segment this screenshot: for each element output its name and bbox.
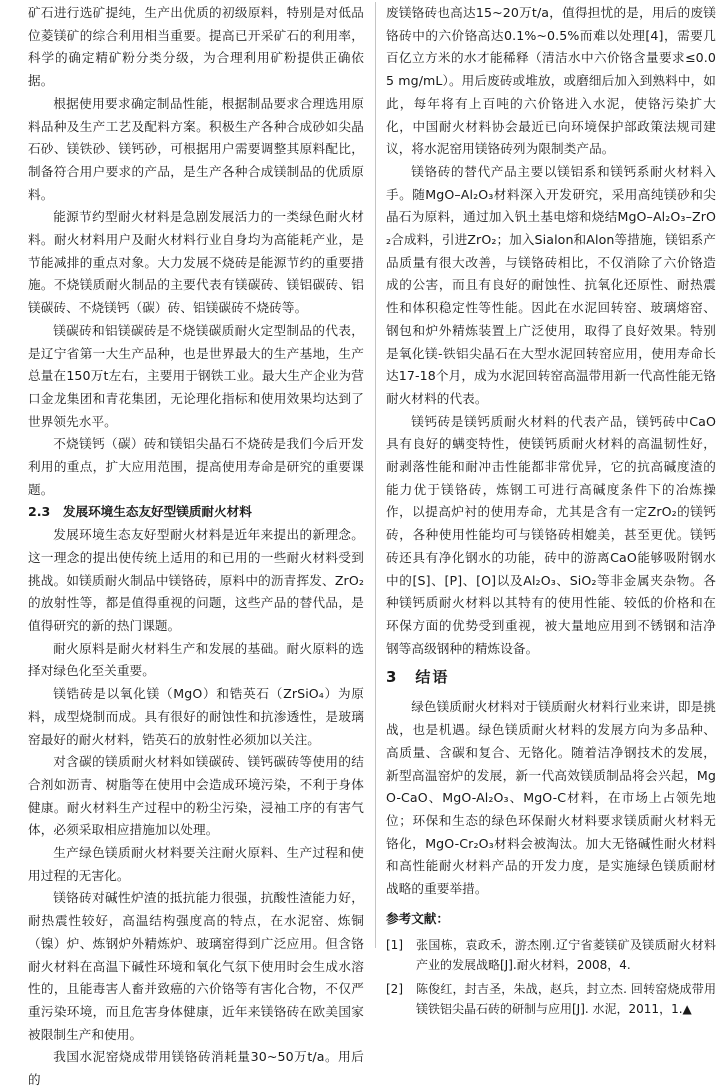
paragraph: 绿色镁质耐火材料对于镁质耐火材料行业来讲，即是挑战，也是机遇。绿色镁质耐火材料的发展方向为多品种、高质量、含碳和复合、无铬化。随着洁净钢技术的发展，新型高温窑炉的发展，新一代高效镁质制品将会兴起，MgO-CaO、MgO-Al₂O₃、MgO-C材料，在市场上占领先地位；环保和生态的绿色环保耐火材料要求镁质耐火材料无铬化，MgO-Cr₂O₃材料会被淘汰。加大无铬碱性耐火材料和高性能耐火材料产品的开发力度，是实施绿色镁质耐材战略的重要举措。 bbox=[386, 699, 716, 897]
column-divider bbox=[375, 2, 376, 948]
right-column bbox=[386, 2, 716, 1022]
paragraph: 镁钙砖是镁钙质耐火材料的代表产品，镁钙砖中CaO具有良好的螨变特性，使镁钙质耐火材料的高温韧性好，耐剥落性能和耐冲击性能都非常优异，它的抗高碱度渣的能力优于镁铬砖，炼钢工可进行高碱度条件下的冶炼操作，以提高炉衬的使用寿命，尤其是含有一定ZrO₂的镁钙砖，各种使用性能均可与镁铬砖相媲美，甚至更优。镁钙砖还具有净化钢水的功能，砖中的游离CaO能够吸附钢水中的[S]、[P]、[O]以及Al₂O₃、SiO₂等非金属夹杂物。各种镁钙质耐火材料以其特有的使用性能、较低的价格和在环保方面的优势受到重视，被大量地应用到不锈钢和洁净钢等高级钢种的精炼设备。 bbox=[386, 413, 716, 656]
paragraph: 生产绿色镁质耐火材料要关注耐火原料、生产过程和使用过程的无害化。 bbox=[28, 845, 364, 883]
section-heading-2-3: 2.3 发展环境生态友好型镁质耐火材料 bbox=[28, 504, 252, 520]
paragraph: 我国水泥窑烧成带用镁铬砖消耗量30~50万t/a。用后的 bbox=[28, 1049, 364, 1088]
paragraph: 发展环境生态友好型耐火材料是近年来提出的新理念。这一理念的提出使传统上适用的和已用的一些耐火材料受到挑战。如镁质耐火制品中镁铬砖，原料中的沥青挥发、ZrO₂的放射性等，都是值得重视的问题，这些产品的替代品，是值得研究的新的热门课题。 bbox=[28, 527, 364, 633]
paragraph: 废镁铬砖也高达15~20万t/a，值得担忧的是，用后的废镁铬砖中的六价铬高达0.1%~0.5%而难以处理[4]，需要几百亿立方米的水才能稀释（清洁水中六价铬含量要求≤0.05 mg/mL）。用后废砖或堆放，或磨细后加入到熟料中，如此，每年将有上百吨的六价铬进入水泥，使铬污染扩大化，中国耐火材料协会最近已向环境保护部政策法规司建议，将水泥窑用镁铬砖列为限制类产品。 bbox=[386, 5, 716, 157]
paragraph: 不烧镁钙（碳）砖和镁铝尖晶石不烧砖是我们今后开发利用的重点，扩大应用范围，提高使用寿命是研究的重要课题。 bbox=[28, 436, 364, 497]
paragraph: 矿石进行选矿提纯，生产出优质的初级原料，特别是对低品位菱镁矿的综合利用相当重要。提高已开采矿石的利用率，科学的确定精矿粉分类分级，为合理利用矿粉提供正确依据。 bbox=[28, 5, 364, 89]
paragraph: 耐火原料是耐火材料生产和发展的基础。耐火原料的选择对绿色化至关重要。 bbox=[28, 640, 364, 679]
paragraph: 镁碳砖和铝镁碳砖是不烧镁碳质耐火定型制品的代表，是辽宁省第一大生产品种，也是世界最大的生产基地，生产总量在150万t左右，主要用于钢铁工业。最大生产企业为营口金龙集团和青花集团，无论理化指标和使用效果均达到了世界领先水平。 bbox=[28, 322, 364, 429]
reference-item bbox=[386, 935, 716, 976]
reference-number: [1] bbox=[386, 937, 403, 952]
reference-text: 陈俊红，封吉圣，朱战，赵兵，封立杰. 回转窑烧成带用镁铁铝尖晶石砖的研制与应用[J]. 水泥，2011，1.▲ bbox=[416, 981, 716, 1016]
reference-item bbox=[386, 979, 716, 1020]
paragraph: 镁铬砖的替代产品主要以镁铝系和镁钙系耐火材料入手。随MgO–Al₂O₃材料深入开发研究，采用高纯镁砂和尖晶石为原料，通过加入钒土基电熔和烧结MgO–Al₂O₃–ZrO₂合成料，引进ZrO₂；加入Sialon和Alon等措施，镁铝系产品质量有很大改善，与镁铬砖相比，不仅消除了六价铬造成的公害，而且有良好的耐蚀性、抗氧化还原性、耐热震性和体积稳定性等性能。因此在水泥回转窑、玻璃熔窑、钢包和炉外精炼装置上广泛使用，取得了良好效果。特别是氧化镁-铁铝尖晶石在大型水泥回转窑应用，使用寿命长达17-18个月，成为水泥回转窑高温带用新一代高性能无铬耐火材料的代表。 bbox=[386, 163, 716, 406]
reference-text: 张国栋，袁政禾，游杰刚.辽宁省菱镁矿及镁质耐火材料产业的发展战略[J].耐火材料，2008，4. bbox=[416, 937, 716, 973]
paragraph: 镁锆砖是以氧化镁（MgO）和锆英石（ZrSiO₄）为原料，成型烧制而成。具有很好的耐蚀性和抗渗透性，是玻璃窑最好的耐火材料，锆英石的放射性必须加以关注。 bbox=[28, 686, 364, 747]
section-heading-3: 3 结语 bbox=[386, 668, 450, 687]
paragraph: 对含碳的镁质耐火材料如镁碳砖、镁钙碳砖等使用的结合剂如沥青、树脂等在使用中会造成环境污染，不利于身体健康。耐火材料生产过程中的粉尘污染，浸袖工序的有害气体，必须采取相应措施加以处理。 bbox=[28, 754, 364, 838]
paragraph: 镁铬砖对碱性炉渣的抵抗能力很强，抗酸性渣能力好，耐热震性较好，高温结构强度高的特点，在水泥窑、炼铜（镍）炉、炼钢炉外精炼炉、玻璃窑得到广泛应用。但含铬耐火材料在高温下碱性环境和氧化气氛下使用时会生成水溶性的，且能毒害人畜并致癌的六价铬等有害化合物，不仅严重污染环境，而且危害身体健康，近年来镁铬砖在欧美国家被限制生产和使用。 bbox=[28, 890, 364, 1042]
paragraph: 能源节约型耐火材料是急剧发展活力的一类绿色耐火材料。耐火材料用户及耐火材料行业自身均为高能耗产业，是节能减排的重点对象。大力发展不烧砖是能源节约的重要措施。不烧镁质耐火制品的主要代表有镁碳砖、镁铝碳砖、铝镁碳砖、不烧镁钙（碳）砖、铝镁碳砖不烧砖等。 bbox=[28, 209, 364, 316]
references-title: 参考文献： bbox=[386, 910, 449, 926]
reference-number: [2] bbox=[386, 981, 403, 996]
left-column bbox=[28, 2, 364, 1092]
paragraph: 根据使用要求确定制品性能，根据制品要求合理选用原料品种及生产工艺及配料方案。积极生产各种合成砂如尖晶石砂、镁铁砂、镁钙砂，可根据用户需要调整其原料配比，制备符合用户要求的产品，是生产各种合成镁制品的优质原料。 bbox=[28, 95, 364, 202]
